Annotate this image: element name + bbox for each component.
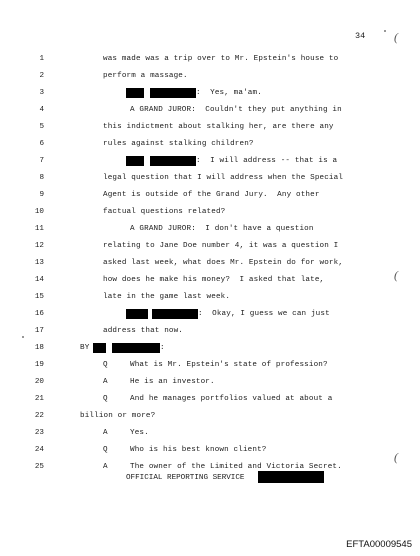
margin-mark: ( [394,450,398,464]
transcript-line: : Okay, I guess we can just [198,310,330,318]
transcript-line: And he manages portfolios valued at about a [130,395,333,403]
line-number: 25 [34,463,44,471]
line-number: 21 [34,395,44,403]
transcript-line: What is Mr. Epstein's state of profession? [130,361,328,369]
redaction-block [126,309,148,319]
line-number: 6 [39,140,44,148]
transcript-line: : I will address -- that is a [196,157,338,165]
line-number: 5 [39,123,44,131]
line-number: 4 [39,106,44,114]
redaction-block [152,309,198,319]
transcript-line: rules against stalking children? [103,140,254,148]
transcript-line: He is an investor. [130,378,215,386]
transcript-line: legal question that I will address when the Special [103,174,344,182]
line-number: 10 [34,208,44,216]
qa-marker: Q [103,395,108,403]
transcript-line: A GRAND JUROR: I don't have a question [130,225,314,233]
line-number: 16 [34,310,44,318]
transcript-line: A GRAND JUROR: Couldn't they put anything in [130,106,342,114]
redaction-block [126,88,144,98]
line-number: 18 [34,344,44,352]
margin-mark: ( [394,268,398,282]
line-number: 2 [39,72,44,80]
line-number: 13 [34,259,44,267]
redaction-block [93,343,106,353]
transcript-line: late in the game last week. [103,293,231,301]
transcript-line: was made was a trip over to Mr. Epstein's house to [103,55,339,63]
line-number: 1 [39,55,44,63]
qa-marker: Q [103,361,108,369]
transcript-line: The owner of the Limited and Victoria Secret. [130,463,342,471]
line-number: 11 [34,225,44,233]
line-number: 20 [34,378,44,386]
line-number: 9 [39,191,44,199]
scan-speck [384,30,386,32]
qa-marker: A [103,463,108,471]
line-number: 8 [39,174,44,182]
qa-marker: A [103,429,108,437]
line-number: 19 [34,361,44,369]
line-number: 15 [34,293,44,301]
examiner-colon: : [160,344,165,352]
transcript-line: billion or more? [80,412,156,420]
line-number: 17 [34,327,44,335]
line-number: 12 [34,242,44,250]
redaction-block [126,156,144,166]
line-number: 7 [39,157,44,165]
line-number: 3 [39,89,44,97]
qa-marker: A [103,378,108,386]
page-number: 34 [355,31,366,41]
transcript-line: Who is his best known client? [130,446,267,454]
redaction-block [112,343,160,353]
document-id: EFTA00009545 [346,539,412,550]
examiner-label: BY [80,344,90,352]
line-number: 23 [34,429,44,437]
redaction-block [150,88,196,98]
transcript-line: relating to Jane Doe number 4, it was a question I [103,242,339,250]
transcript-line: perform a massage. [103,72,188,80]
line-number: 22 [34,412,44,420]
transcript-line: Agent is outside of the Grand Jury. Any other [103,191,320,199]
transcript-line: : Yes, ma'am. [196,89,262,97]
margin-mark: ( [394,30,398,44]
transcript-line: this indictment about stalking her, are there any [103,123,334,131]
reporting-service-label: OFFICIAL REPORTING SERVICE [126,474,245,482]
transcript-line: how does he make his money? I asked that late, [103,276,325,284]
scan-speck [22,336,24,338]
transcript-line: factual questions related? [103,208,226,216]
line-number: 14 [34,276,44,284]
redaction-block [150,156,196,166]
line-number: 24 [34,446,44,454]
redaction-block [258,471,324,483]
transcript-line: Yes. [130,429,149,437]
transcript-line: address that now. [103,327,184,335]
qa-marker: Q [103,446,108,454]
transcript-line: asked last week, what does Mr. Epstein do for work, [103,259,344,267]
